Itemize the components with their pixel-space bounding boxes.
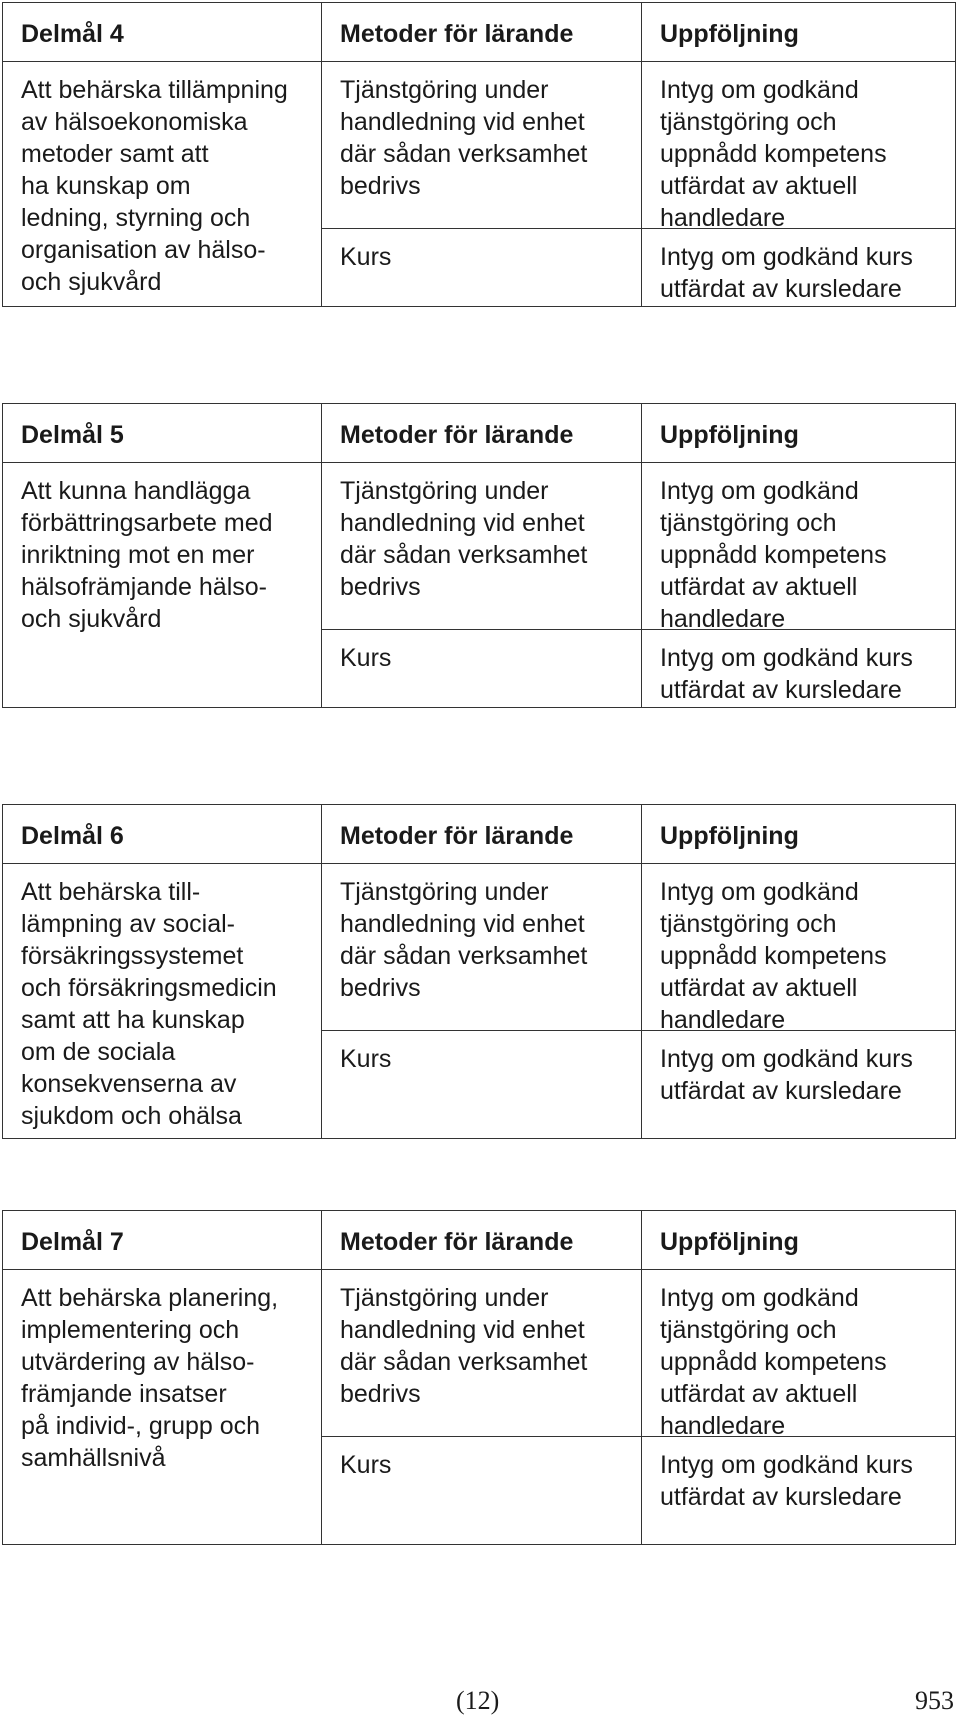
method-placement-text-line: bedrivs — [340, 974, 421, 1002]
method-placement-text — [340, 876, 641, 1004]
followup-placement-text — [660, 876, 955, 1036]
methods-column-header: Metoder för lärande — [321, 805, 641, 863]
followup-course-text-line: utfärdat av kursledare — [660, 676, 902, 704]
goal-description-line: förbättringsarbete med — [21, 509, 273, 537]
goal-description-line: ha kunskap om — [21, 172, 191, 200]
goal-description-line: samt att ha kunskap — [21, 1006, 245, 1034]
table-body-row — [3, 463, 955, 707]
goal-description-line: sjukdom och ohälsa — [21, 1102, 242, 1130]
method-placement-text-line: där sådan verksamhet — [340, 942, 588, 970]
followup-placement-text-line: Intyg om godkänd — [660, 1284, 859, 1312]
methods-cell — [321, 1270, 641, 1544]
goal-title: Delmål 5 — [21, 420, 124, 449]
goal-description-line: lämpning av social- — [21, 910, 235, 938]
followup-placement-text-line: tjänstgöring och — [660, 509, 837, 537]
goal-description-line: och sjukvård — [21, 268, 162, 296]
footer-section-number: (12) — [456, 1686, 500, 1715]
methods-column-header: Metoder för lärande — [321, 1211, 641, 1269]
followup-placement-text-line: uppnådd kompetens — [660, 541, 887, 569]
method-course — [322, 629, 641, 707]
table-header-row — [3, 404, 955, 463]
followup-column-header: Uppföljning — [641, 404, 955, 462]
method-course-text-line: Kurs — [340, 243, 392, 271]
method-placement-text-line: där sådan verksamhet — [340, 541, 588, 569]
followup-course — [642, 1030, 955, 1138]
goal-description-line: hälsofrämjande hälso- — [21, 573, 267, 601]
followup-placement-text-line: uppnådd kompetens — [660, 140, 887, 168]
followup-course — [642, 629, 955, 707]
followup-placement-text-line: tjänstgöring och — [660, 910, 837, 938]
table-body-row — [3, 62, 955, 306]
goal-table-section — [2, 804, 956, 1139]
goal-title: Delmål 6 — [21, 821, 124, 850]
method-course — [322, 1030, 641, 1138]
goal-description-line: organisation av hälso- — [21, 236, 266, 264]
goal-description — [21, 876, 321, 1132]
method-course-text — [340, 1449, 641, 1481]
goal-description-cell — [3, 864, 321, 1138]
method-course — [322, 228, 641, 306]
followup-course-text-line: Intyg om godkänd kurs — [660, 644, 913, 672]
followup-placement-text — [660, 1282, 955, 1442]
followup-placement — [642, 463, 955, 633]
table-body-row — [3, 864, 955, 1138]
method-placement-text — [340, 475, 641, 603]
followup-placement — [642, 864, 955, 1034]
goal-description-line: och försäkringsmedicin — [21, 974, 277, 1002]
method-placement — [322, 62, 641, 228]
followup-course-text-line: utfärdat av kursledare — [660, 1483, 902, 1511]
followup-course-text — [660, 1449, 955, 1513]
method-course-text-line: Kurs — [340, 1451, 392, 1479]
method-placement-text-line: handledning vid enhet — [340, 509, 585, 537]
table-header-row — [3, 3, 955, 62]
goal-description-line: utvärdering av hälso- — [21, 1348, 255, 1376]
table-header-row — [3, 1211, 955, 1270]
followup-placement-text-line: uppnådd kompetens — [660, 1348, 887, 1376]
goal-description-line: på individ-, grupp och — [21, 1412, 261, 1440]
goal-description-line: samhällsnivå — [21, 1444, 166, 1472]
followup-placement-text-line: utfärdat av aktuell — [660, 573, 858, 601]
followup-course-text-line: utfärdat av kursledare — [660, 275, 902, 303]
goal-description-line: försäkringssystemet — [21, 942, 244, 970]
method-placement-text — [340, 1282, 641, 1410]
followup-placement-text-line: tjänstgöring och — [660, 108, 837, 136]
goal-description-line: Att kunna handlägga — [21, 477, 251, 505]
followup-placement-text-line: handledare — [660, 605, 786, 633]
method-course-text — [340, 241, 641, 273]
method-placement-text-line: Tjänstgöring under — [340, 477, 549, 505]
method-placement-text-line: handledning vid enhet — [340, 1316, 585, 1344]
followup-placement-text-line: Intyg om godkänd — [660, 76, 859, 104]
followup-placement-text-line: Intyg om godkänd — [660, 878, 859, 906]
method-course-text-line: Kurs — [340, 1045, 392, 1073]
table-body-row — [3, 1270, 955, 1544]
goal-description-line: ledning, styrning och — [21, 204, 251, 232]
goal-description-cell — [3, 62, 321, 306]
method-placement-text-line: Tjänstgöring under — [340, 76, 549, 104]
goal-description — [21, 1282, 321, 1474]
method-placement — [322, 463, 641, 629]
goal-description-cell — [3, 1270, 321, 1544]
goal-description-line: av hälsoekonomiska — [21, 108, 248, 136]
goal-description — [21, 475, 321, 635]
followup-column-header: Uppföljning — [641, 805, 955, 863]
goal-description-line: Att behärska planering, — [21, 1284, 279, 1312]
goal-description-line: implementering och — [21, 1316, 240, 1344]
goal-description-line: inriktning mot en mer — [21, 541, 255, 569]
followup-course-text-line: utfärdat av kursledare — [660, 1077, 902, 1105]
followup-course — [642, 228, 955, 306]
followup-column-header: Uppföljning — [641, 1211, 955, 1269]
page-number: 953 — [915, 1686, 954, 1715]
followup-course-text-line: Intyg om godkänd kurs — [660, 1045, 913, 1073]
table-header-row — [3, 805, 955, 864]
followup-course-text-line: Intyg om godkänd kurs — [660, 1451, 913, 1479]
followup-course-text — [660, 241, 955, 305]
followup-placement — [642, 1270, 955, 1440]
method-placement-text-line: bedrivs — [340, 573, 421, 601]
methods-cell — [321, 864, 641, 1138]
followup-cell — [641, 1270, 955, 1544]
goal-description-line: om de sociala — [21, 1038, 176, 1066]
method-course-text — [340, 1043, 641, 1075]
followup-placement-text — [660, 74, 955, 234]
method-placement-text-line: bedrivs — [340, 172, 421, 200]
method-placement-text-line: bedrivs — [340, 1380, 421, 1408]
method-course — [322, 1436, 641, 1544]
followup-column-header: Uppföljning — [641, 3, 955, 61]
followup-cell — [641, 463, 955, 707]
goal-title: Delmål 4 — [21, 19, 124, 48]
followup-placement-text-line: handledare — [660, 1006, 786, 1034]
method-placement — [322, 1270, 641, 1436]
method-course-text — [340, 642, 641, 674]
goal-table-section — [2, 403, 956, 708]
goal-title: Delmål 7 — [21, 1227, 124, 1256]
method-placement — [322, 864, 641, 1030]
followup-course — [642, 1436, 955, 1544]
followup-course-text — [660, 1043, 955, 1107]
goal-description-line: främjande insatser — [21, 1380, 227, 1408]
followup-placement-text-line: handledare — [660, 1412, 786, 1440]
method-placement-text-line: Tjänstgöring under — [340, 1284, 549, 1312]
method-placement-text-line: där sådan verksamhet — [340, 1348, 588, 1376]
goal-description-line: Att behärska till- — [21, 878, 201, 906]
followup-placement-text-line: utfärdat av aktuell — [660, 1380, 858, 1408]
followup-cell — [641, 864, 955, 1138]
method-placement-text — [340, 74, 641, 202]
methods-cell — [321, 62, 641, 306]
methods-cell — [321, 463, 641, 707]
followup-placement — [642, 62, 955, 232]
followup-placement-text-line: handledare — [660, 204, 786, 232]
followup-cell — [641, 62, 955, 306]
followup-course-text — [660, 642, 955, 706]
methods-column-header: Metoder för lärande — [321, 404, 641, 462]
goal-description-line: och sjukvård — [21, 605, 162, 633]
method-placement-text-line: där sådan verksamhet — [340, 140, 588, 168]
goal-table-section — [2, 2, 956, 307]
followup-placement-text-line: utfärdat av aktuell — [660, 172, 858, 200]
followup-placement-text — [660, 475, 955, 635]
followup-placement-text-line: uppnådd kompetens — [660, 942, 887, 970]
goal-table-section — [2, 1210, 956, 1545]
goal-description-line: konsekvenserna av — [21, 1070, 237, 1098]
method-course-text-line: Kurs — [340, 644, 392, 672]
methods-column-header: Metoder för lärande — [321, 3, 641, 61]
goal-description-line: Att behärska tillämpning — [21, 76, 288, 104]
followup-placement-text-line: tjänstgöring och — [660, 1316, 837, 1344]
goal-description-line: metoder samt att — [21, 140, 209, 168]
followup-placement-text-line: Intyg om godkänd — [660, 477, 859, 505]
followup-course-text-line: Intyg om godkänd kurs — [660, 243, 913, 271]
goal-description — [21, 74, 321, 298]
followup-placement-text-line: utfärdat av aktuell — [660, 974, 858, 1002]
method-placement-text-line: handledning vid enhet — [340, 108, 585, 136]
goal-description-cell — [3, 463, 321, 707]
method-placement-text-line: Tjänstgöring under — [340, 878, 549, 906]
method-placement-text-line: handledning vid enhet — [340, 910, 585, 938]
